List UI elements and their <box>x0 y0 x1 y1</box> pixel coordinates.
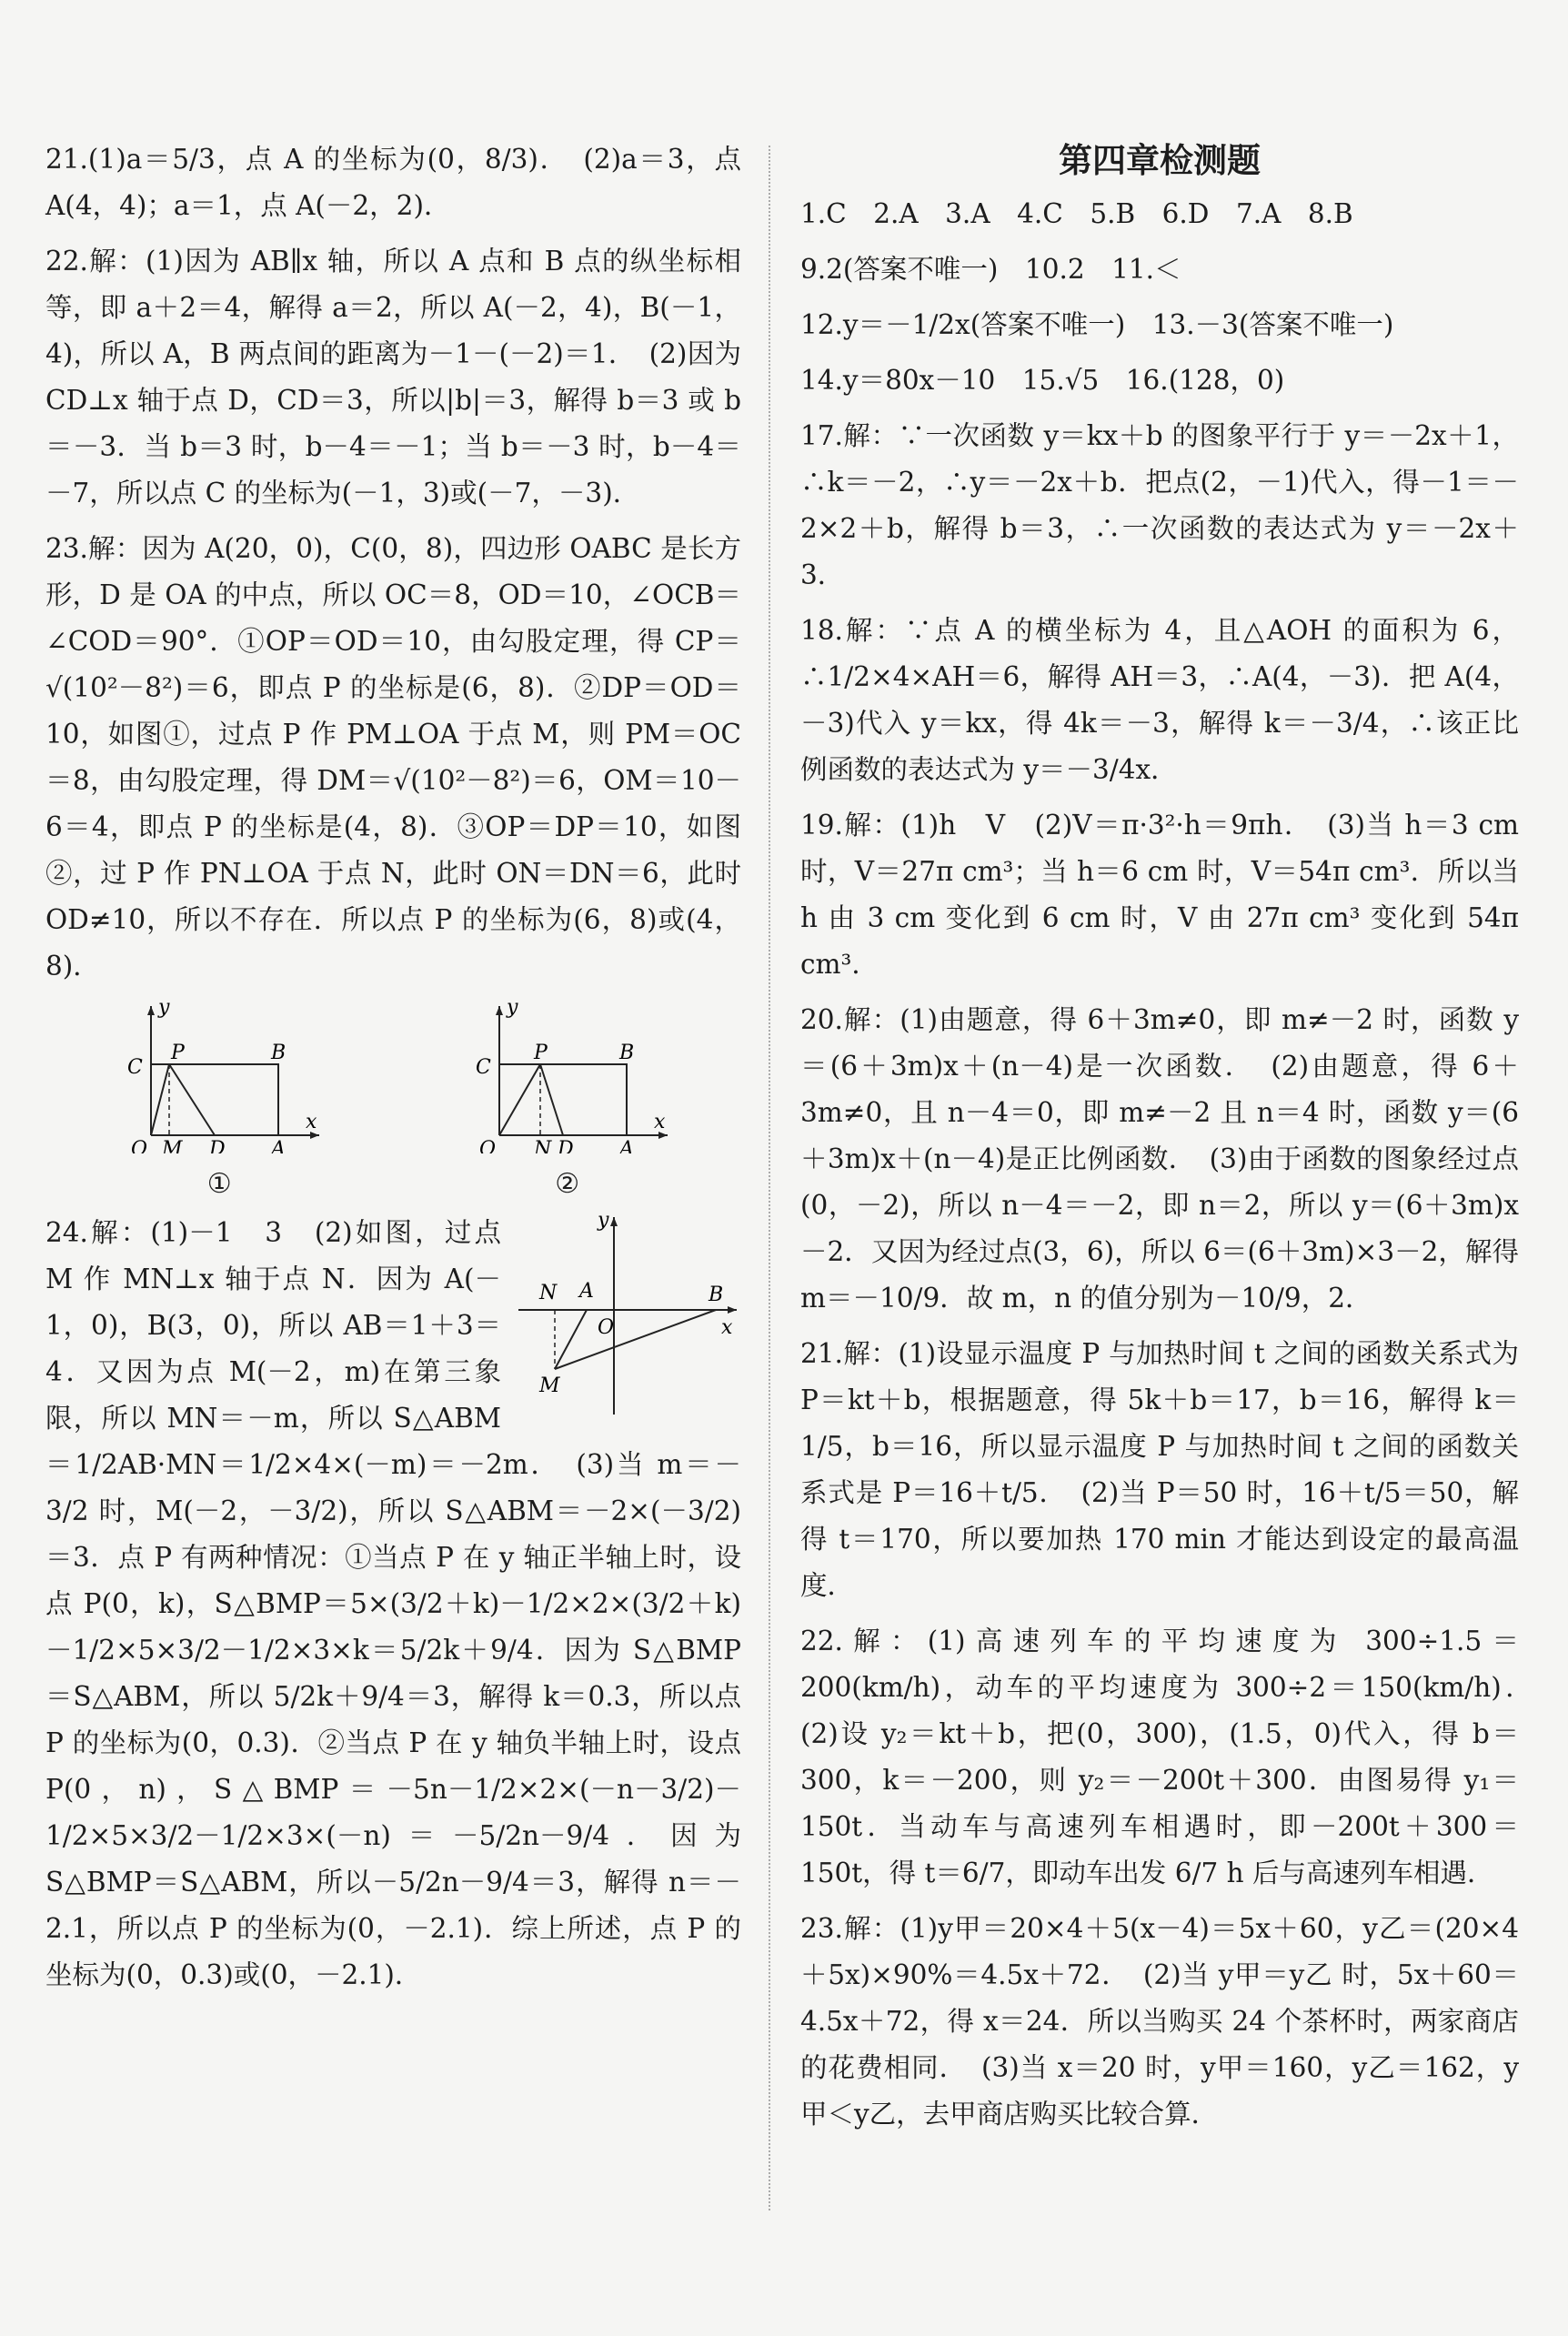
fig1-label-d: D <box>209 1138 226 1153</box>
figure-23-1 <box>115 999 324 1201</box>
figure-23-2 <box>463 999 672 1201</box>
answer-21-prev: 21.(1)a＝5/3，点 A 的坐标为(0，8/3)． (2)a＝3，点 A(4，4)；a＝1，点 A(－2，2)． <box>45 144 741 221</box>
fig24-label-a: A <box>579 1280 594 1303</box>
figure-23-2-diagram <box>463 999 672 1153</box>
fig24-label-b: B <box>709 1284 724 1306</box>
answer-20: 20.解：(1)由题意，得 6＋3m≠0，即 m≠－2 时，函数 y＝(6＋3m)x＋(n－4)是一次函数． (2)由题意，得 6＋3m≠0，且 n－4＝0，即 m≠－2 且 n＝4 时，函数 y＝(6＋3m)x＋(n－4)是正比例函数． (3)由于函数的图象经过点(0，－2)，所以 n－4＝－2，即 n＝2，所以 y＝(6＋3m)x－2．又因为经过点(3，6)，所以 6＝(6＋3m)×3－2，解得 m＝－10/9．故 m，n 的值分别为－10/9，2． <box>800 1004 1519 1314</box>
fig1-label-y: y <box>158 999 170 1019</box>
column-divider <box>769 146 770 2210</box>
fig2-label-n: N <box>533 1138 551 1153</box>
fig2-label-p: P <box>533 1042 548 1064</box>
answer-22-prev: 22.解：(1)因为 AB∥x 轴，所以 A 点和 B 点的纵坐标相等，即 a＋2＝4，解得 a＝2，所以 A(－2，4)，B(－1，4)，所以 A，B 两点间的距离为－1－(－2)＝1． (2)因为 CD⊥x 轴于点 D，CD＝3，所以|b|＝3，解得 b＝3 或 b＝－3．当 b＝3 时，b－4＝－1；当 b＝－3 时，b－4＝－7，所以点 C 的坐标为(－1，3)或(－7，－3)． <box>45 246 741 508</box>
figure-23-1-caption: ① <box>206 1168 232 1200</box>
fig24-label-y: y <box>598 1210 609 1232</box>
fig1-label-p: P <box>171 1042 186 1064</box>
answer-24-prev <box>45 1210 741 1999</box>
figure-23-2-caption: ② <box>555 1168 580 1200</box>
answer-23: 23.解：(1)y甲＝20×4＋5(x－4)＝5x＋60，y乙＝(20×4＋5x)×90%＝4.5x＋72． (2)当 y甲＝y乙 时，5x＋60＝4.5x＋72，得 x＝24．所以当购买 24 个茶杯时，两家商店的花费相同． (3)当 x＝20 时，y甲＝160，y乙＝162，y甲＜y乙，去甲商店购买比较合算． <box>800 1913 1519 2130</box>
answer-18: 18.解：∵点 A 的横坐标为 4，且△AOH 的面积为 6，∴1/2×4×AH＝6，解得 AH＝3，∴A(4，－3)．把 A(4，－3)代入 y＝kx，得 4k＝－3，解得 k＝－3/4，∴该正比例函数的表达式为 y＝－3/4x． <box>800 615 1519 785</box>
fig24-label-x: x <box>721 1316 733 1339</box>
answer-24-text: 24.解：(1)－1 3 (2)如图，过点 M 作 MN⊥x 轴于点 N．因为 A(－1，0)，B(3，0)，所以 AB＝1＋3＝4．又因为点 M(－2，m)在第三象限，所以 MN＝－m，所以 S△ABM＝1/2AB·MN＝1/2×4×(－m)＝－2m． (3)当 m＝－3/2 时，M(－2，－3/2)，所以 S△ABM＝－2×(－3/2)＝3．点 P 有两种情况：①当点 P 在 y 轴正半轴上时，设点 P(0，k)，S△BMP＝5×(3/2＋k)－1/2×2×(3/2＋k)－1/2×5×3/2－1/2×3×k＝5/2k＋9/4．因为 S△BMP＝S△ABM，所以 5/2k＋9/4＝3，解得 k＝0.3，所以点 P 的坐标为(0，0.3)．②当点 P 在 y 轴负半轴上时，设点 P(0，n)，S△BMP＝－5n－1/2×2×(－n－3/2)－1/2×5×3/2－1/2×3×(－n)＝－5/2n－9/4．因为 S△BMP＝S△ABM，所以－5/2n－9/4＝3，解得 n＝－2.1，所以点 P 的坐标为(0，－2.1)．综上所述，点 P 的坐标为(0，0.3)或(0，－2.1)． <box>45 1217 741 1990</box>
left-column <box>45 136 741 2008</box>
answer-17: 17.解：∵一次函数 y＝kx＋b 的图象平行于 y＝－2x＋1，∴k＝－2，∴y＝－2x＋b．把点(2，－1)代入，得－1＝－2×2＋b，解得 b＝3，∴一次函数的表达式为 y＝－2x＋3． <box>800 420 1519 590</box>
fig2-label-x: x <box>653 1111 666 1133</box>
figure-23-1-diagram <box>115 999 324 1153</box>
fig24-label-n: N <box>539 1282 558 1304</box>
figure-24-diagram <box>514 1210 741 1419</box>
fig2-label-b: B <box>618 1042 634 1064</box>
fig2-label-o: O <box>478 1138 496 1153</box>
answer-19: 19.解：(1)h V (2)V＝π·3²·h＝9πh． (3)当 h＝3 cm 时，V＝27π cm³；当 h＝6 cm 时，V＝54π cm³．所以当 h 由 3 cm 变化到 6 cm 时，V 由 27π cm³ 变化到 54π cm³． <box>800 810 1519 980</box>
right-column <box>800 136 1546 2147</box>
fig2-label-d: D <box>557 1138 574 1153</box>
chapter-heading: 第四章检测题 <box>1059 141 1261 180</box>
fig1-label-c: C <box>127 1056 144 1079</box>
fig24-label-o: O <box>598 1316 615 1339</box>
answers-9-11: 9.2(答案不唯一) 10.2 11.＜ <box>800 254 1181 285</box>
fig1-label-b: B <box>271 1042 286 1064</box>
fig1-label-x: x <box>306 1111 317 1133</box>
answers-1-8: 1.C 2.A 3.A 4.C 5.B 6.D 7.A 8.B <box>800 198 1353 229</box>
fig2-label-y: y <box>506 999 518 1019</box>
figure-23 <box>45 999 741 1201</box>
answer-21: 21.解：(1)设显示温度 P 与加热时间 t 之间的函数关系式为 P＝kt＋b，根据题意，得 5k＋b＝17，b＝16，解得 k＝1/5，b＝16，所以显示温度 P 与加热时间 t 之间的函数关系式是 P＝16＋t/5． (2)当 P＝50 时，16＋t/5＝50，解得 t＝170，所以要加热 170 min 才能达到设定的最高温度． <box>800 1338 1519 1601</box>
fig1-label-o: O <box>131 1138 148 1153</box>
fig1-label-a: A <box>271 1138 286 1153</box>
fig2-label-c: C <box>475 1056 491 1079</box>
fig2-label-a: A <box>618 1138 634 1153</box>
answers-14-16: 14.y＝80x－10 15.√5 16.(128，0) <box>800 365 1285 396</box>
fig1-label-m: M <box>162 1138 183 1153</box>
answer-22: 22.解：(1)高速列车的平均速度为 300÷1.5＝200(km/h)，动车的平均速度为 300÷2＝150(km/h)． (2)设 y₂＝kt＋b，把(0，300)，(1.5，0)代入，得 b＝300，k＝－200，则 y₂＝－200t＋300．由图易得 y₁＝150t．当动车与高速列车相遇时，即－200t＋300＝150t，得 t＝6/7，即动车出发 6/7 h 后与高速列车相遇． <box>800 1626 1546 1888</box>
answers-12-13: 12.y＝－1/2x(答案不唯一) 13.－3(答案不唯一) <box>800 309 1394 340</box>
answer-23-prev: 23.解：因为 A(20，0)，C(0，8)，四边形 OABC 是长方形，D 是 OA 的中点，所以 OC＝8，OD＝10，∠OCB＝∠COD＝90°．①OP＝OD＝10，由勾股定理，得 CP＝√(10²－8²)＝6，即点 P 的坐标是(6，8)．②DP＝OD＝10，如图①，过点 P 作 PM⊥OA 于点 M，则 PM＝OC＝8，由勾股定理，得 DM＝√(10²－8²)＝6，OM＝10－6＝4，即点 P 的坐标是(4，8)．③OP＝DP＝10，如图②，过 P 作 PN⊥OA 于点 N，此时 ON＝DN＝6，此时 OD≠10，所以不存在．所以点 P 的坐标为(6，8)或(4，8)． <box>45 533 741 982</box>
fig24-label-m: M <box>539 1374 560 1397</box>
